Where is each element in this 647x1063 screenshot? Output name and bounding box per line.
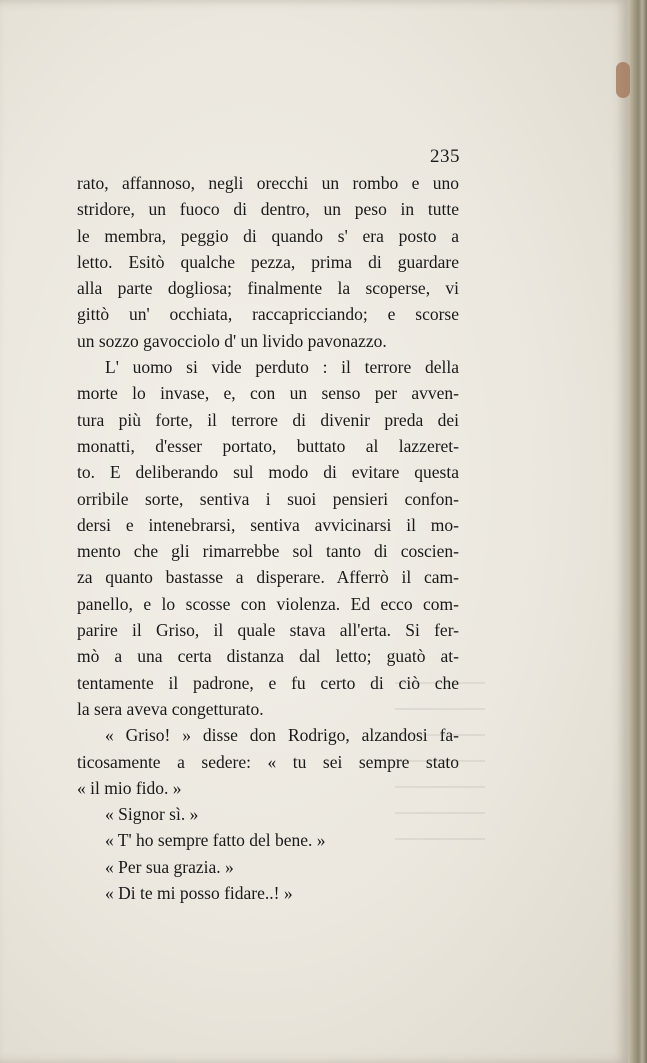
text-line: alla parte dogliosa; finalmente la scoperse, vi: [77, 278, 459, 299]
text-line: ticosamente a sedere: « tu sei sempre stato: [77, 751, 459, 772]
text-line: dersi e intenebrarsi, sentiva avvicinarsi il mo-: [77, 514, 459, 535]
text-line: mento che gli rimarrebbe sol tanto di coscien-: [77, 541, 459, 562]
text-line: le membra, peggio di quando s' era posto a: [77, 225, 459, 246]
text-line: « Griso! » disse don Rodrigo, alzandosi fa-: [105, 725, 459, 746]
page-edge: [628, 0, 647, 1063]
text-line: parire il Griso, il quale stava all'erta. Si fer-: [77, 620, 459, 641]
text-line: « Di te mi posso fidare..! »: [105, 883, 293, 904]
text-line: rato, affannoso, negli orecchi un rombo e uno: [77, 173, 459, 193]
text-line: « T' ho sempre fatto del bene. »: [105, 830, 326, 851]
text-line: panello, e lo scosse con violenza. Ed ecco com-: [77, 593, 459, 614]
page-number: 235: [430, 146, 460, 167]
binding-stain: [616, 62, 630, 98]
text-line: la sera aveva congetturato.: [77, 698, 264, 719]
text-line: « il mio fido. »: [77, 777, 182, 798]
text-line: monatti, d'esser portato, buttato al lazzeret-: [77, 435, 459, 456]
text-line: un sozzo gavocciolo d' un livido pavonazzo.: [77, 330, 387, 351]
text-line: morte lo invase, e, con un senso per avven-: [77, 383, 459, 404]
text-line: « Per sua grazia. »: [105, 856, 234, 877]
text-line: stridore, un fuoco di dentro, un peso in tutte: [77, 199, 459, 220]
text-line: orribile sorte, sentiva i suoi pensieri confon-: [77, 488, 459, 509]
text-line: tura più forte, il terrore di divenir preda dei: [77, 409, 459, 430]
text-line: letto. Esitò qualche pezza, prima di guardare: [77, 251, 459, 272]
text-line: to. E deliberando sul modo di evitare questa: [77, 462, 459, 483]
text-line: tentamente il padrone, e fu certo di ciò che: [77, 672, 459, 693]
body-text: [77, 170, 459, 906]
text-line: mò a una certa distanza dal letto; guatò at-: [77, 646, 459, 667]
text-line: gittò un' occhiata, raccapricciando; e scorse: [77, 304, 459, 325]
text-line: L' uomo si vide perduto : il terrore della: [105, 357, 459, 378]
text-line: za quanto bastasse a disperare. Afferrò il cam-: [77, 567, 459, 588]
text-line: « Signor sì. »: [105, 804, 199, 825]
